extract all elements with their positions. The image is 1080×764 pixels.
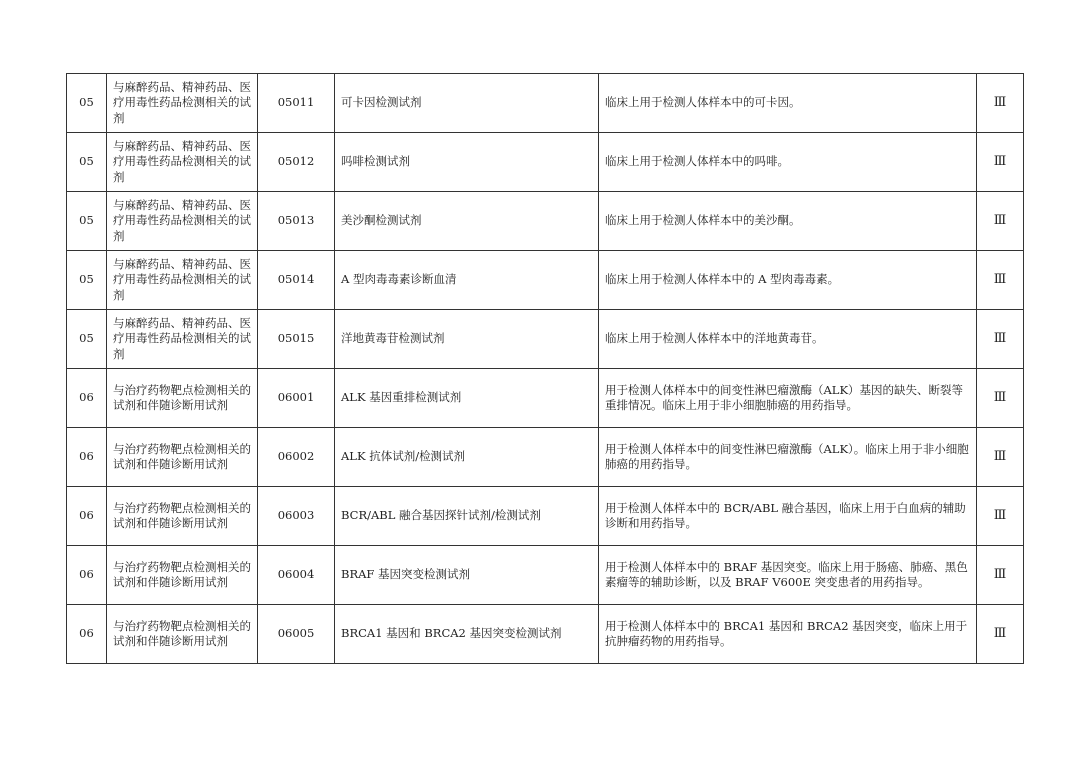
table-row bbox=[67, 428, 1024, 487]
row-class: Ⅲ bbox=[977, 605, 1024, 664]
row-class: Ⅲ bbox=[977, 74, 1024, 133]
row-class: Ⅲ bbox=[977, 192, 1024, 251]
row-product-name: ALK 基因重排检测试剂 bbox=[335, 369, 599, 428]
row-product-name: ALK 抗体试剂/检测试剂 bbox=[335, 428, 599, 487]
row-description: 临床上用于检测人体样本中的 A 型肉毒毒素。 bbox=[599, 251, 977, 310]
row-subcode: 05013 bbox=[258, 192, 335, 251]
row-description: 临床上用于检测人体样本中的可卡因。 bbox=[599, 74, 977, 133]
row-category: 与治疗药物靶点检测相关的试剂和伴随诊断用试剂 bbox=[107, 369, 258, 428]
row-subcode: 05014 bbox=[258, 251, 335, 310]
row-code: 05 bbox=[67, 133, 107, 192]
row-product-name: BCR/ABL 融合基因探针试剂/检测试剂 bbox=[335, 487, 599, 546]
catalog-table-body bbox=[67, 74, 1024, 664]
row-category: 与治疗药物靶点检测相关的试剂和伴随诊断用试剂 bbox=[107, 487, 258, 546]
row-description: 用于检测人体样本中的 BRCA1 基因和 BRCA2 基因突变，临床上用于抗肿瘤药物的用药指导。 bbox=[599, 605, 977, 664]
row-class: Ⅲ bbox=[977, 487, 1024, 546]
row-product-name: A 型肉毒毒素诊断血清 bbox=[335, 251, 599, 310]
row-subcode: 05012 bbox=[258, 133, 335, 192]
table-row bbox=[67, 251, 1024, 310]
row-category: 与麻醉药品、精神药品、医疗用毒性药品检测相关的试剂 bbox=[107, 74, 258, 133]
table-row bbox=[67, 192, 1024, 251]
row-class: Ⅲ bbox=[977, 428, 1024, 487]
row-class: Ⅲ bbox=[977, 310, 1024, 369]
row-product-name: 可卡因检测试剂 bbox=[335, 74, 599, 133]
row-product-name: BRAF 基因突变检测试剂 bbox=[335, 546, 599, 605]
row-code: 06 bbox=[67, 487, 107, 546]
row-code: 05 bbox=[67, 310, 107, 369]
row-code: 06 bbox=[67, 428, 107, 487]
row-description: 临床上用于检测人体样本中的美沙酮。 bbox=[599, 192, 977, 251]
row-product-name: BRCA1 基因和 BRCA2 基因突变检测试剂 bbox=[335, 605, 599, 664]
row-code: 05 bbox=[67, 74, 107, 133]
catalog-table bbox=[66, 73, 1024, 664]
row-category: 与麻醉药品、精神药品、医疗用毒性药品检测相关的试剂 bbox=[107, 310, 258, 369]
table-row bbox=[67, 546, 1024, 605]
row-category: 与治疗药物靶点检测相关的试剂和伴随诊断用试剂 bbox=[107, 428, 258, 487]
row-code: 06 bbox=[67, 369, 107, 428]
table-row bbox=[67, 310, 1024, 369]
table-row bbox=[67, 369, 1024, 428]
row-code: 05 bbox=[67, 192, 107, 251]
row-code: 06 bbox=[67, 546, 107, 605]
row-category: 与治疗药物靶点检测相关的试剂和伴随诊断用试剂 bbox=[107, 605, 258, 664]
table-row bbox=[67, 487, 1024, 546]
row-class: Ⅲ bbox=[977, 369, 1024, 428]
row-product-name: 吗啡检测试剂 bbox=[335, 133, 599, 192]
row-product-name: 美沙酮检测试剂 bbox=[335, 192, 599, 251]
row-description: 用于检测人体样本中的 BRAF 基因突变。临床上用于肠癌、肺癌、黑色素瘤等的辅助诊断，以及 BRAF V600E 突变患者的用药指导。 bbox=[599, 546, 977, 605]
row-description: 临床上用于检测人体样本中的洋地黄毒苷。 bbox=[599, 310, 977, 369]
row-subcode: 06002 bbox=[258, 428, 335, 487]
row-description: 用于检测人体样本中的 BCR/ABL 融合基因，临床上用于白血病的辅助诊断和用药指导。 bbox=[599, 487, 977, 546]
row-category: 与麻醉药品、精神药品、医疗用毒性药品检测相关的试剂 bbox=[107, 192, 258, 251]
row-class: Ⅲ bbox=[977, 251, 1024, 310]
row-category: 与麻醉药品、精神药品、医疗用毒性药品检测相关的试剂 bbox=[107, 251, 258, 310]
row-description: 用于检测人体样本中的间变性淋巴瘤激酶（ALK）基因的缺失、断裂等重排情况。临床上用于非小细胞肺癌的用药指导。 bbox=[599, 369, 977, 428]
table-row bbox=[67, 605, 1024, 664]
row-class: Ⅲ bbox=[977, 133, 1024, 192]
row-product-name: 洋地黄毒苷检测试剂 bbox=[335, 310, 599, 369]
row-code: 06 bbox=[67, 605, 107, 664]
row-description: 临床上用于检测人体样本中的吗啡。 bbox=[599, 133, 977, 192]
row-subcode: 06004 bbox=[258, 546, 335, 605]
row-category: 与麻醉药品、精神药品、医疗用毒性药品检测相关的试剂 bbox=[107, 133, 258, 192]
row-subcode: 06001 bbox=[258, 369, 335, 428]
row-category: 与治疗药物靶点检测相关的试剂和伴随诊断用试剂 bbox=[107, 546, 258, 605]
table-row bbox=[67, 74, 1024, 133]
row-subcode: 05015 bbox=[258, 310, 335, 369]
table-row bbox=[67, 133, 1024, 192]
row-subcode: 06005 bbox=[258, 605, 335, 664]
row-subcode: 06003 bbox=[258, 487, 335, 546]
row-description: 用于检测人体样本中的间变性淋巴瘤激酶（ALK）。临床上用于非小细胞肺癌的用药指导。 bbox=[599, 428, 977, 487]
row-class: Ⅲ bbox=[977, 546, 1024, 605]
row-code: 05 bbox=[67, 251, 107, 310]
row-subcode: 05011 bbox=[258, 74, 335, 133]
